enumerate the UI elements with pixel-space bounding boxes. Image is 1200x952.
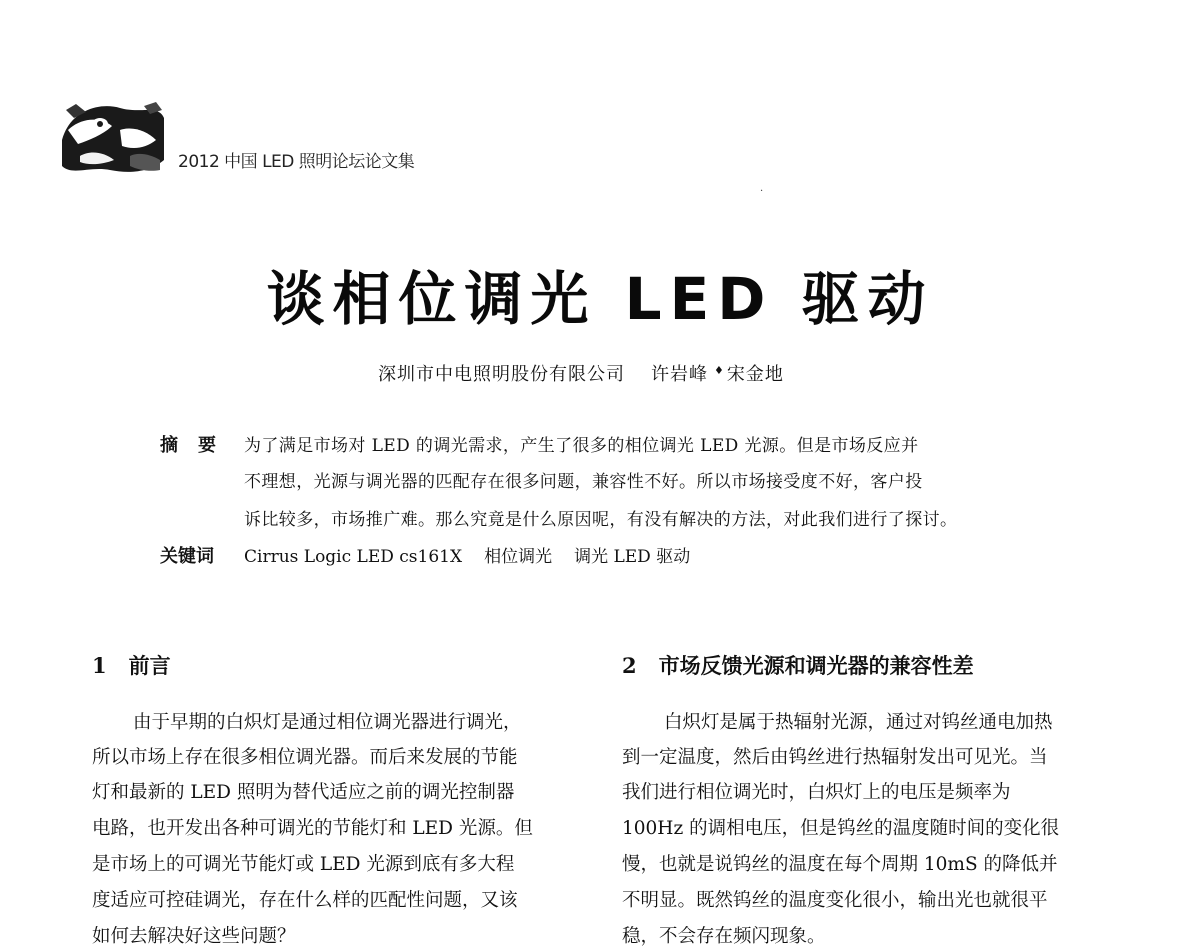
body-line: 稳，不会存在频闪现象。 — [622, 926, 826, 947]
keyword: 调光 LED 驱动 — [574, 547, 691, 567]
abstract-line: 诉比较多，市场推广难。那么究竟是什么原因呢，有没有解决的方法，对此我们进行了探讨。 — [244, 510, 958, 530]
body-line: 灯和最新的 LED 照明为替代适应之前的调光控制器 — [92, 782, 515, 803]
section-number: 1 — [92, 653, 107, 678]
keyword: 相位调光 — [484, 547, 553, 567]
author-name: 许岩峰 — [651, 364, 708, 385]
keywords-list — [244, 542, 712, 567]
section-number: 2 — [622, 653, 637, 678]
body-line: 电路，也开发出各种可调光的节能灯和 LED 光源。但 — [92, 818, 533, 839]
proceedings-logo — [60, 100, 166, 178]
body-line: 由于早期的白炽灯是通过相位调光器进行调光， — [133, 712, 522, 733]
abstract-label: 摘要 — [160, 435, 236, 456]
body-line: 是市场上的可调光节能灯或 LED 光源到底有多大程 — [92, 854, 515, 875]
section-2-heading — [622, 650, 974, 680]
scan-speck: · — [760, 186, 764, 197]
abstract-line: 为了满足市场对 LED 的调光需求，产生了很多的相位调光 LED 光源。但是市场反应并 — [244, 436, 919, 456]
abstract-line: 不理想，光源与调光器的匹配存在很多问题，兼容性不好。所以市场接受度不好，客户投 — [244, 472, 923, 492]
body-line: 所以市场上存在很多相位调光器。而后来发展的节能 — [92, 747, 518, 768]
scan-mark: ♦ — [714, 364, 725, 377]
section-title: 前言 — [128, 654, 171, 678]
body-line: 到一定温度，然后由钨丝进行热辐射发出可见光。当 — [622, 747, 1048, 768]
body-line: 不明显。既然钨丝的温度变化很小，输出光也就很平 — [622, 890, 1048, 911]
affiliation: 深圳市中电照明股份有限公司 — [378, 364, 625, 385]
body-line: 100Hz 的调相电压，但是钨丝的温度随时间的变化很 — [622, 818, 1060, 839]
body-line: 我们进行相位调光时，白炽灯上的电压是频率为 — [622, 782, 1011, 803]
body-line: 度适应可控硅调光，存在什么样的匹配性问题，又该 — [92, 890, 518, 911]
body-line: 白炽灯是属于热辐射光源，通过对钨丝通电加热 — [664, 712, 1053, 733]
body-line: 如何去解决好这些问题？ — [92, 926, 296, 947]
paper-title: 谈相位调光 LED 驱动 — [266, 265, 934, 333]
section-title: 市场反馈光源和调光器的兼容性差 — [658, 654, 974, 678]
body-line: 慢，也就是说钨丝的温度在每个周期 10mS 的降低并 — [622, 854, 1058, 875]
section-1-heading — [92, 650, 171, 680]
keywords-label: 关键词 — [160, 546, 214, 567]
author-line — [378, 360, 784, 386]
author-name: 宋金地 — [726, 364, 784, 385]
keyword: Cirrus Logic LED cs161X — [244, 547, 463, 567]
proceedings-header: 2012 中国 LED 照明论坛论文集 — [178, 152, 415, 172]
